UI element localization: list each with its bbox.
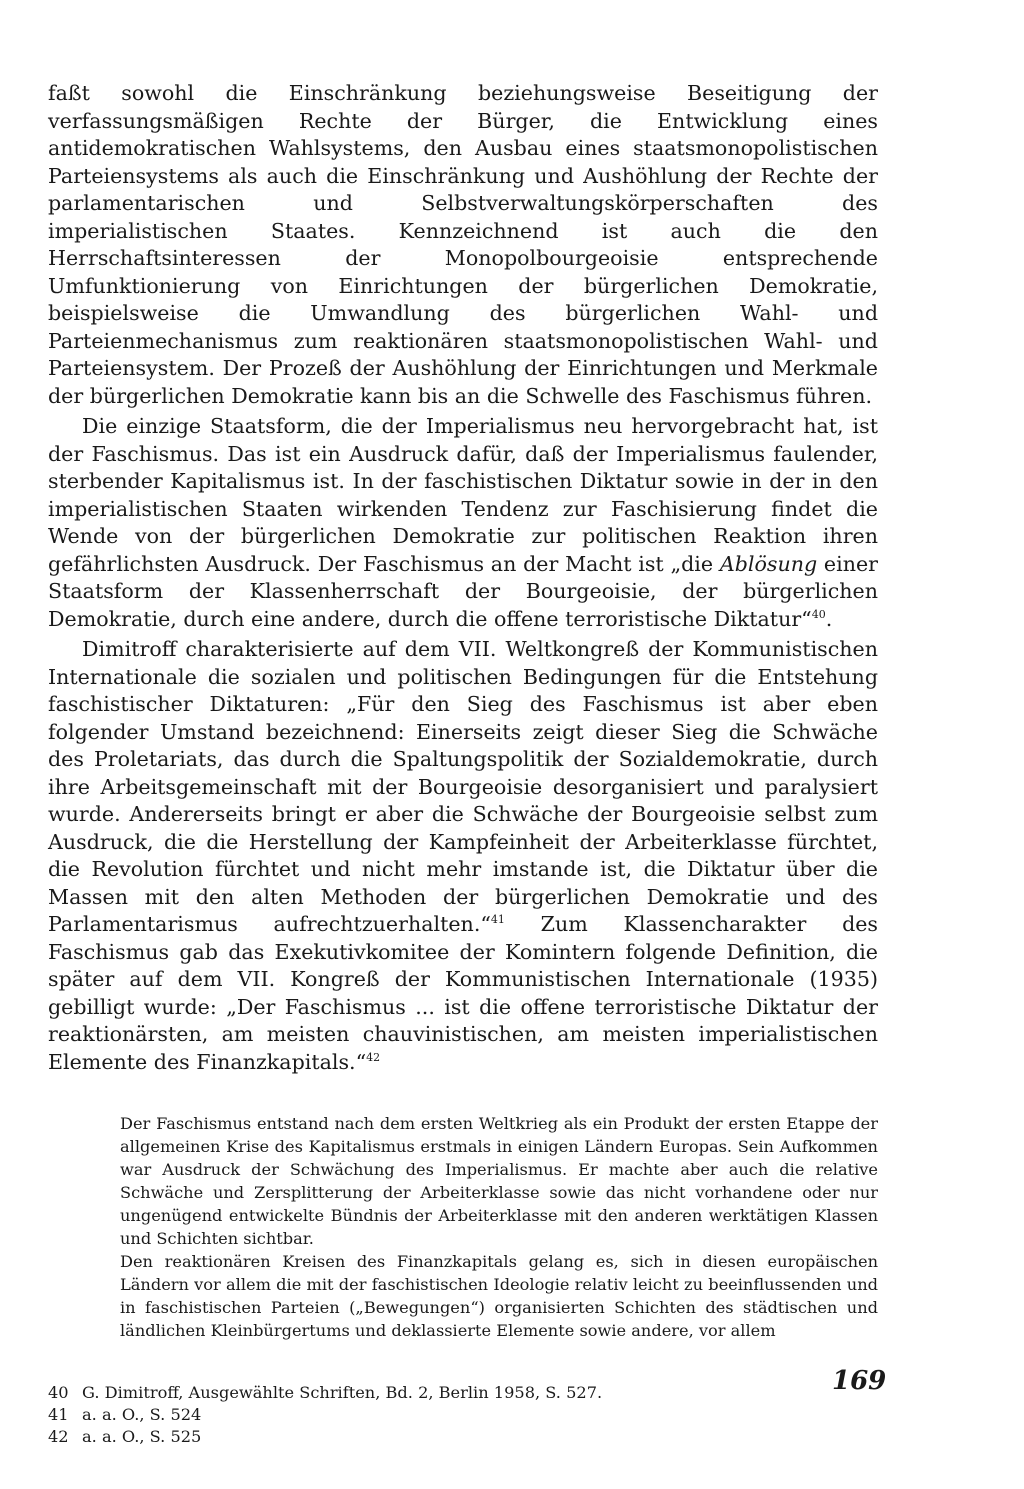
footnote-text: a. a. O., S. 524 [82,1405,202,1424]
footnote-ref-40[interactable]: 40 [811,607,826,621]
paragraph-2-text-a: Die einzige Staatsform, die der Imperialismus neu hervorgebracht hat, ist der Faschismus. Das ist ein Ausdruck dafür, daß der Imperialismus faulender, sterbender Kapitalismus ist. In der faschistischen Diktatur sowie in der in den imperialistischen Staaten wirkenden Tendenz zur Faschisierung findet die Wende von der bürgerlichen Demokratie zur politischen Reaktion ihren gefährlichsten Ausdruck. Der Faschismus an der Macht ist „die [48,414,878,576]
footnote-number: 40 [48,1383,69,1402]
footnote-text: G. Dimitroff, Ausgewählte Schriften, Bd. 2, Berlin 1958, S. 527. [82,1383,603,1402]
footnote-ref-42[interactable]: 42 [366,1050,381,1064]
paragraph-2 [48,413,878,633]
footnote-ref-41[interactable]: 41 [490,913,505,927]
main-text [48,80,878,1076]
footnote-41 [48,1404,878,1426]
paragraph-3-text: Dimitroff charakterisierte auf dem VII. Weltkongreß der Kommunistischen Internationale die sozialen und politischen Bedingungen für die Entstehung faschistischer Diktaturen: „Für den Sieg des Faschismus ist aber eben folgender Umstand bezeichnend: Einerseits zeigt dieser Sieg die Schwäche des Proletariats, das durch die Spaltungspolitik der Sozialdemokratie, durch ihre Arbeitsgemeinschaft mit der Bourgeoisie desorganisiert und paralysiert wurde. Andererseits bringt er aber die Schwäche der Bourgeoisie selbst zum Ausdruck, die die Herstellung der Kampfeinheit der Arbeiterklasse fürchtet, die Revolution fürchtet und nicht mehr imstande ist, die Diktatur über die Massen mit den alten Methoden der bürgerlichen Demokratie und des Parlamentarismus aufrechtzuerhalten.“ [48,637,878,936]
footnote-number: 42 [48,1427,69,1446]
paragraph-3-continuation: Zum Klassencharakter des Faschismus gab das Exekutivkomitee der Komintern folgende Definition, die später auf dem VII. Kongreß der Kommunistischen Internationale (1935) gebilligt wurde: „Der Faschismus ... ist die offene terroristische Diktatur der reaktionärsten, am meisten chauvinistischen, am meisten imperialistischen Elemente des Finanzkapitals.“ [48,912,879,1074]
paragraph-2-end: . [825,606,833,631]
page-content [48,80,878,1448]
footnote-40 [48,1382,878,1404]
page-number: 169 [832,1366,887,1396]
paragraph-2-text-b: einer Staatsform der Klassenherrschaft der Bourgeoisie, der bürgerlichen Demokratie, durch eine andere, durch die offene terroristische Diktatur“ [48,551,878,631]
footnotes [48,1382,878,1448]
footnote-number: 41 [48,1405,69,1424]
summary-paragraph-1: Der Faschismus entstand nach dem ersten Weltkrieg als ein Produkt der ersten Etappe der allgemeinen Krise des Kapitalismus erstmals in einigen Ländern Europas. Sein Aufkommen war Ausdruck der Schwächung des Imperialismus. Er machte aber auch die relative Schwäche und Zersplitterung der Arbeiterklasse sowie das nicht vorhandene oder nur ungenügend entwickelte Bündnis der Arbeiterklasse mit den anderen werktätigen Klassen und Schichten sichtbar. [120,1114,878,1248]
footnote-text: a. a. O., S. 525 [82,1427,202,1446]
sidebar-summary [120,1112,878,1342]
summary-paragraph-2: Den reaktionären Kreisen des Finanzkapitals gelang es, sich in diesen europäischen Ländern vor allem die mit der faschistischen Ideologie relativ leicht zu beeinflussenden und in faschistischen Parteien („Bewegungen“) organisierten Schichten des städtischen und ländlichen Kleinbürgertums und deklassierte Elemente sowie andere, vor allem [120,1252,878,1340]
footnote-42 [48,1426,878,1448]
paragraph-3 [48,636,878,1076]
paragraph-2-emphasis: Ablösung [719,551,818,576]
paragraph-1: faßt sowohl die Einschränkung beziehungsweise Beseitigung der verfassungsmäßigen Rechte der Bürger, die Entwicklung eines antidemokratischen Wahlsystems, den Ausbau eines staatsmonopolistischen Parteiensystems als auch die Einschränkung und Aushöhlung der Rechte der parlamentarischen und Selbstverwaltungskörperschaften des imperialistischen Staates. Kennzeichnend ist auch die den Herrschaftsinteressen der Monopolbourgeoisie entsprechende Umfunktionierung von Einrichtungen der bürgerlichen Demokratie, beispielsweise die Umwandlung des bürgerlichen Wahl- und Parteienmechanismus zum reaktionären staatsmonopolistischen Wahl- und Parteiensystem. Der Prozeß der Aushöhlung der Einrichtungen und Merkmale der bürgerlichen Demokratie kann bis an die Schwelle des Faschismus führen. [48,81,878,408]
